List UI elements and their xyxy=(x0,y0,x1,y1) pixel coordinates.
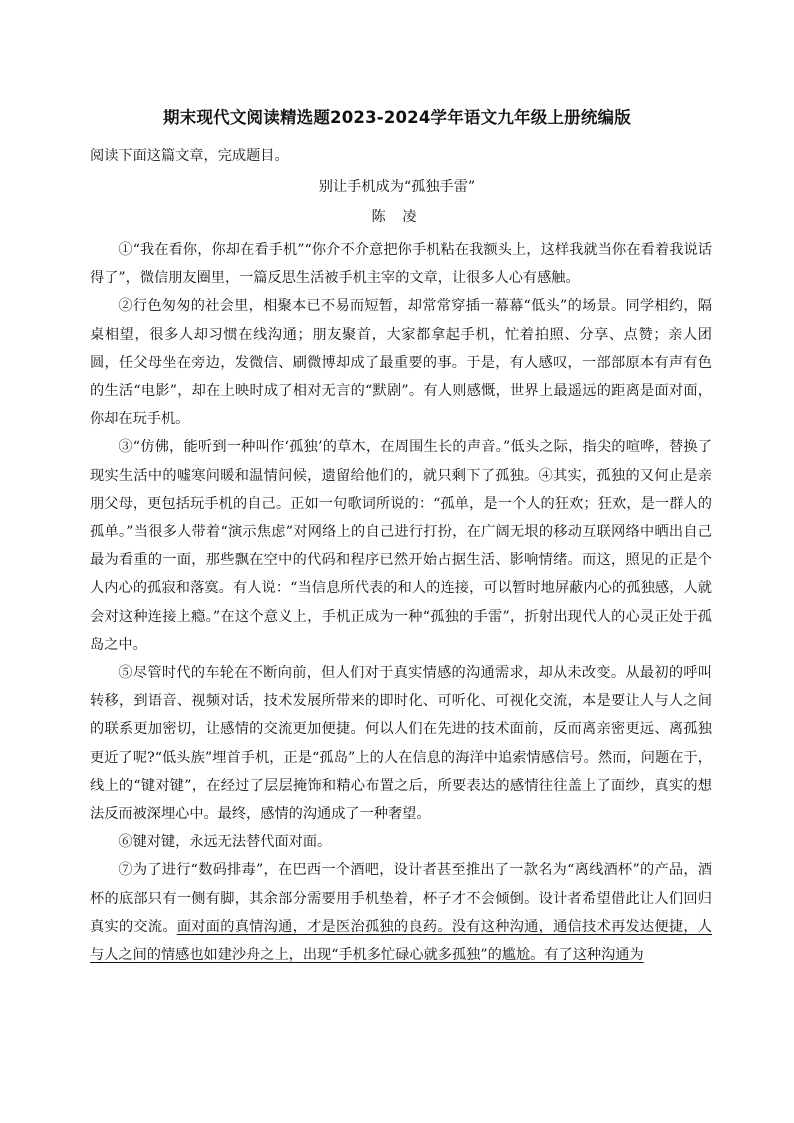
article-body xyxy=(90,236,712,969)
article-title: 别让手机成为“孤独手雷” xyxy=(318,179,476,195)
paragraph-6: ⑥键对键，永远无法替代面对面。 xyxy=(118,834,332,851)
paragraph-3-4: ③“仿佛，能听到一种叫作‘孤独’的草木，在周围生长的声音。”低头之际，指尖的喧哗，替换了现实生活中的嘘寒问暖和温情问候，遗留给他们的，就只剩下了孤独。④其实，孤独的又何止是亲朋父母，更包括玩手机的自己。正如一句歌词所说的：“孤单，是一个人的狂欢；狂欢，是一群人的孤单。”当很多人带着“演示焦虑”对网络上的自己进行打扮，在广阔无垠的移动互联网络中晒出自己最为看重的一面，那些飘在空中的代码和程序已然开始占据生活、影响情绪。而这，照见的正是个人内心的孤寂和落寞。有人说：“当信息所代表的和人的连接，可以暂时地屏蔽内心的孤独感，人就会对这种连接上瘾。”在这个意义上，手机正成为一种“孤独的手雷”，折射出现代人的心灵正处于孤岛之中。 xyxy=(90,439,712,653)
article-author: 陈 凌 xyxy=(371,209,423,225)
paragraph-2: ②行色匆匆的社会里，相聚本已不易而短暂，却常常穿插一幕幕“低头”的场景。同学相约，隔桌相望，很多人却习惯在线沟通；朋友聚首，大家都拿起手机，忙着拍照、分享、点赞；亲人团圆，任父母坐在旁边，发微信、刷微博却成了最重要的事。于是，有人感叹，一部部原本有声有色的生活“电影”，却在上映时成了相对无言的“默剧”。有人则感慨，世界上最遥远的距离是面对面，你却在玩手机。 xyxy=(90,298,712,428)
paragraph-7 xyxy=(90,856,712,969)
paragraph-7-text: ⑦为了进行“数码排毒”，在巴西一个酒吧，设计者甚至推出了一款名为“离线酒杯”的产品，酒杯的底部只有一侧有脚，其余部分需要用手机垫着，杯子才不会倾倒。设计者希望借此让人们回归真实的交流。 xyxy=(90,862,712,935)
document-title: 期末现代文阅读精选题2023-2024学年语文九年级上册统编版 xyxy=(163,108,631,127)
reading-instruction: 阅读下面这篇文章，完成题目。 xyxy=(90,148,289,164)
paragraph-5: ⑤尽管时代的车轮在不断向前，但人们对于真实情感的沟通需求，却从未改变。从最初的呼叫转移，到语音、视频对话，技术发展所带来的即时化、可听化、可视化交流，本是要让人与人之间的联系更加密切，让感情的交流更加便捷。何以人们在先进的技术面前，反而离亲密更远、离孤独更近了呢?“低头族”埋首手机，正是“孤岛”上的人在信息的海洋中追索情感信号。然而，问题在于，线上的“键对键”，在经过了层层掩饰和精心布置之后，所要表达的感情往往盖上了面纱，真实的想法反而被深埋心中。最终，感情的沟通成了一种奢望。 xyxy=(90,665,712,823)
paragraph-1: ①“我在看你，你却在看手机”“你介不介意把你手机粘在我额头上，这样我就当你在看着我说话得了”，微信朋友圈里，一篇反思生活被手机主宰的文章，让很多人心有感触。 xyxy=(90,242,712,287)
paragraph-7-underlined-text: 面对面的真情沟通，才是医治孤独的良药。没有这种沟通，通信技术再发达便捷，人与人之间的情感也如建沙舟之上，出现“手机多忙碌心就多孤独”的尴尬。有了这种沟通为 xyxy=(90,918,712,964)
